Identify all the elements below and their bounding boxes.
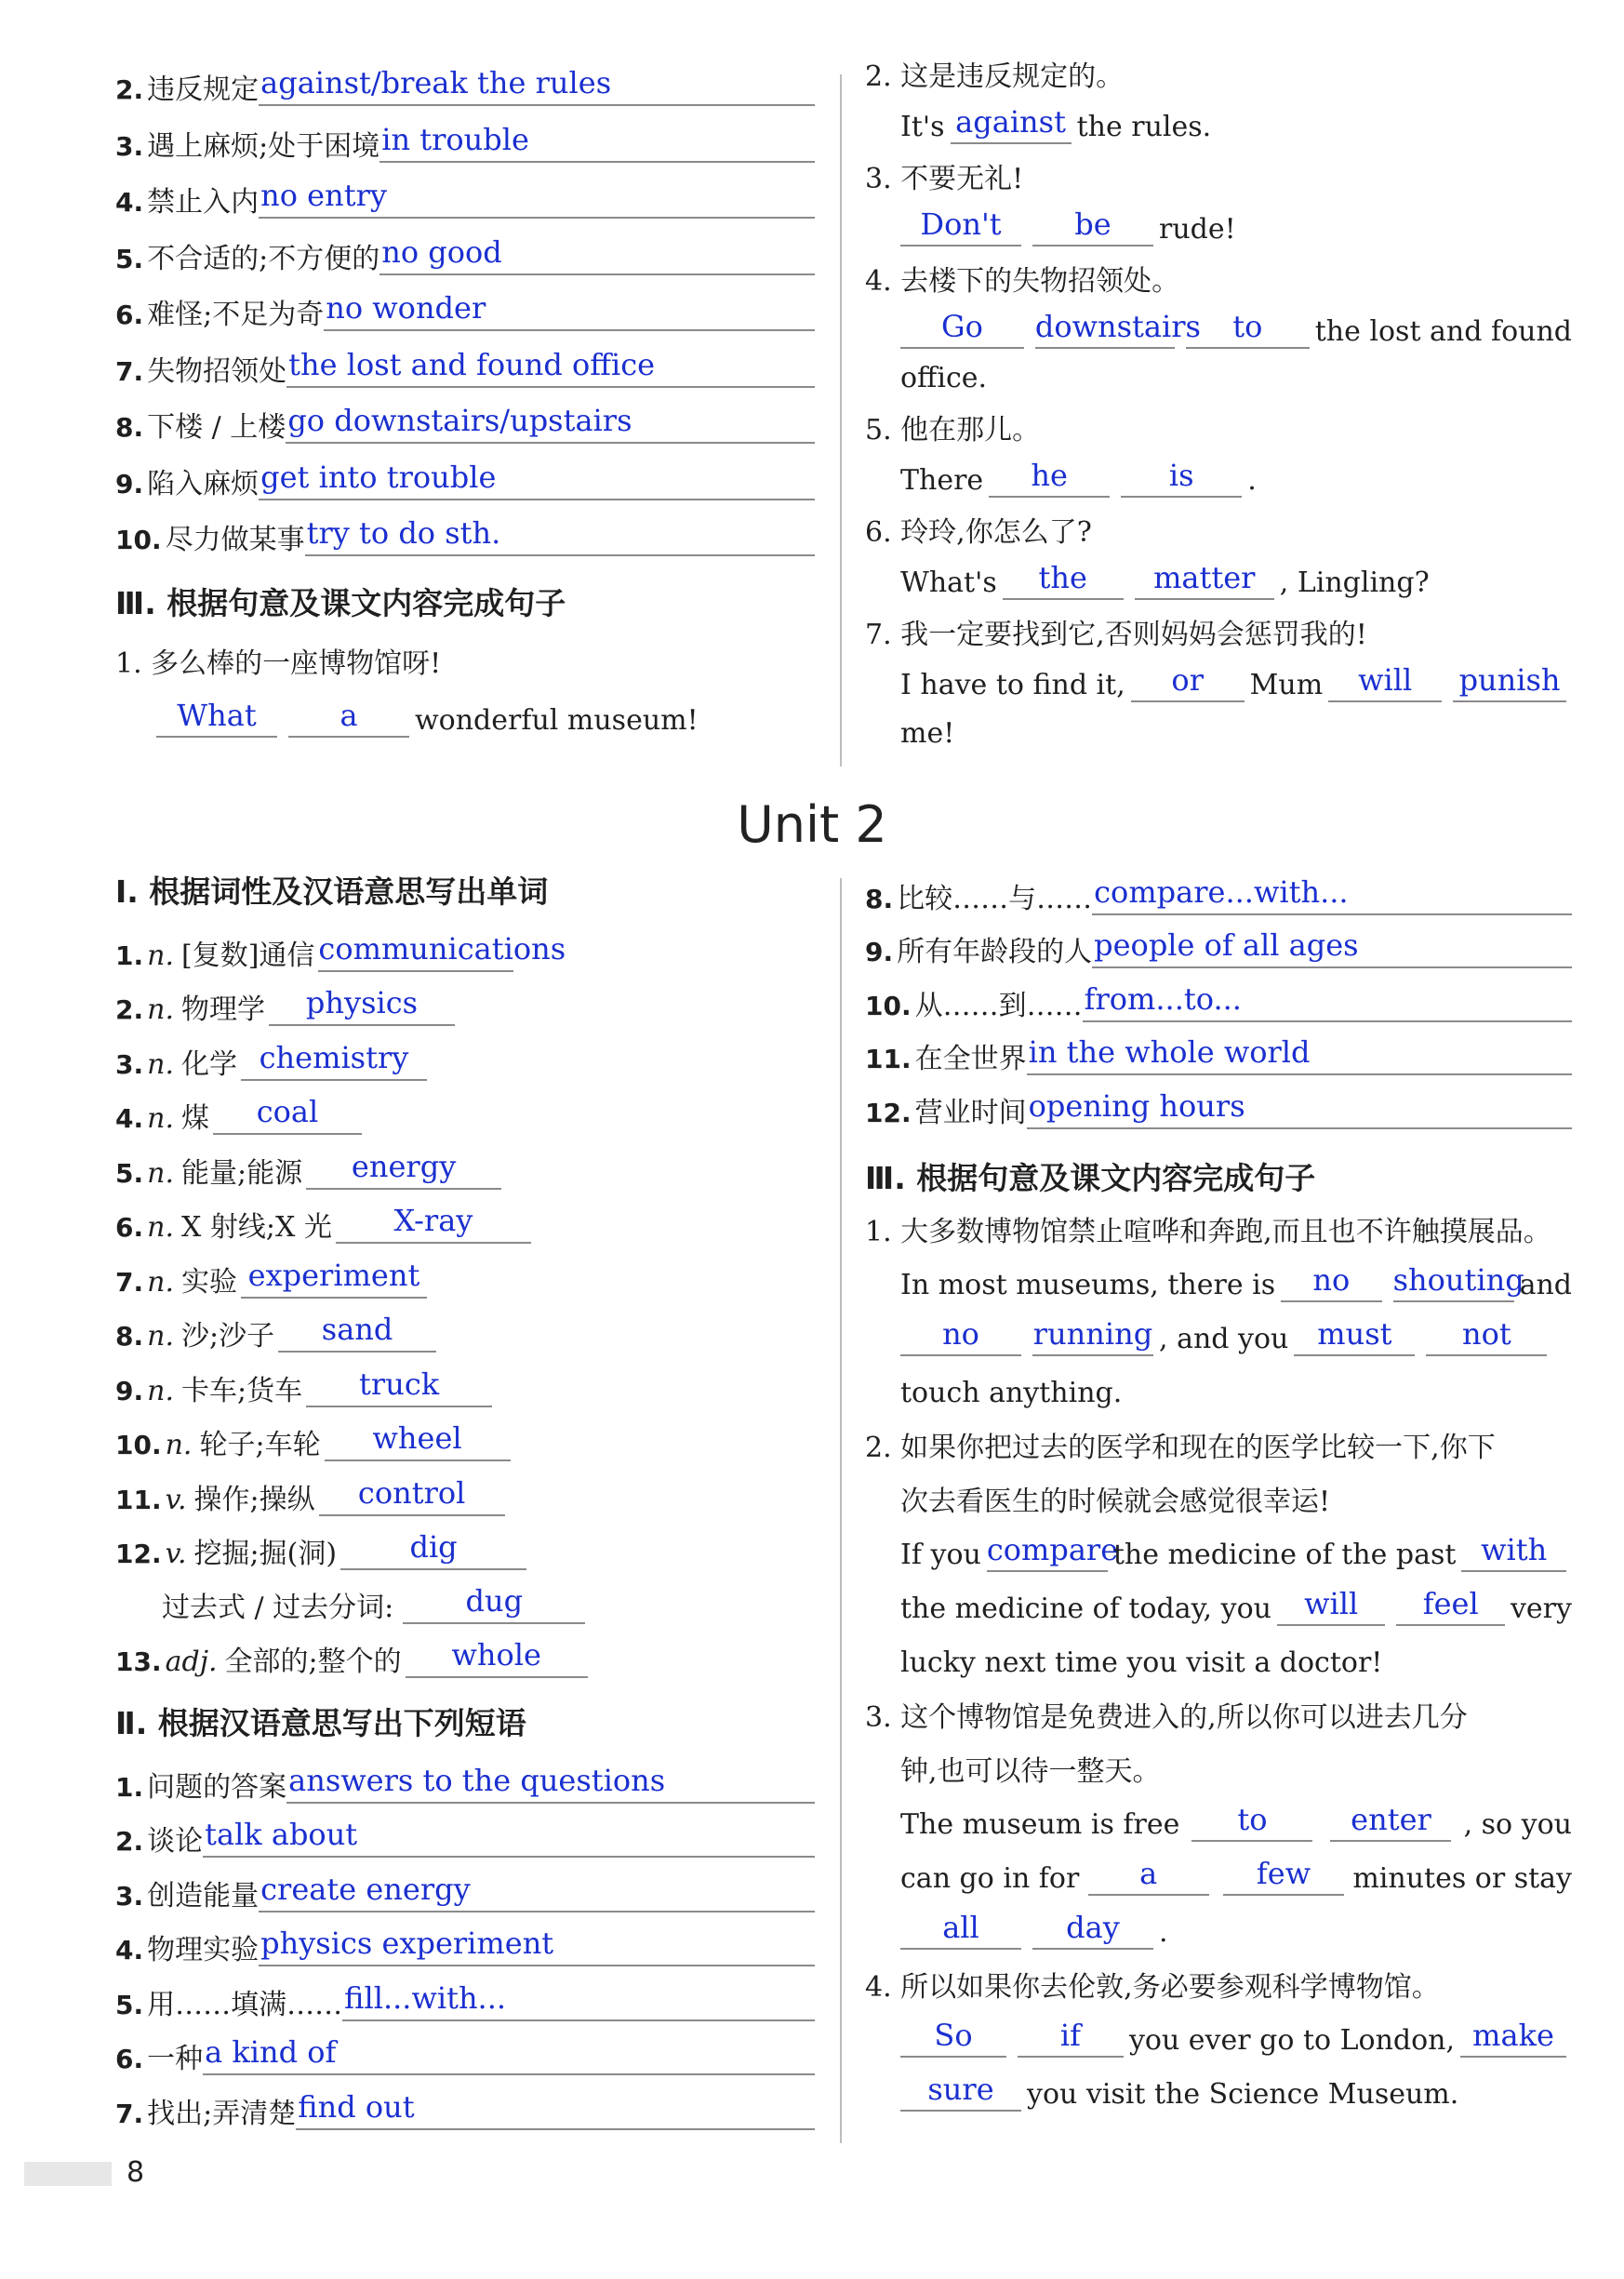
answer-blank[interactable]: to — [1186, 310, 1310, 349]
word-row — [115, 1135, 815, 1190]
question-chinese: 3. 这个博物馆是免费进入的,所以你可以进去几分 — [865, 1700, 1468, 1734]
phrase-list — [115, 1749, 815, 2130]
item-number: 1. — [115, 1771, 144, 1803]
answer-blank[interactable]: be — [1032, 207, 1153, 247]
unit-title: Unit 2 — [737, 795, 887, 854]
chinese-meaning: 在全世界 — [914, 1043, 1027, 1075]
answer-blank[interactable]: all — [900, 1911, 1021, 1950]
phrase-row — [115, 65, 815, 106]
answer-line[interactable]: answers to the questions — [286, 1765, 815, 1804]
item-number: 11. — [865, 1044, 912, 1074]
chinese-meaning: 创造能量 — [147, 1879, 260, 1912]
item-number: 2. — [115, 74, 144, 105]
chinese-meaning: 违反规定 — [147, 73, 260, 106]
chinese-meaning: 用……填满…… — [147, 1988, 343, 2021]
answer-blank[interactable]: no — [1281, 1263, 1381, 1302]
part-of-speech: adj. — [165, 1646, 218, 1678]
part-of-speech: n. — [147, 939, 174, 972]
item-number: 3. — [115, 1048, 144, 1080]
part-of-speech: v. — [165, 1538, 187, 1570]
page-number: 8 — [126, 2156, 145, 2189]
answer-blank[interactable]: downstairs — [1035, 310, 1175, 349]
answer-blank[interactable]: against — [951, 105, 1072, 144]
answer-line[interactable]: energy — [306, 1151, 501, 1190]
answer-line[interactable]: physics — [269, 987, 455, 1026]
phrase-row — [115, 219, 815, 275]
question-english — [865, 1518, 1572, 1572]
answer-line[interactable]: dig — [340, 1531, 526, 1570]
phrase-row — [115, 275, 815, 332]
word-row — [115, 1407, 815, 1462]
answer-blank[interactable]: is — [1121, 459, 1242, 498]
phrase-row — [115, 1804, 815, 1859]
answer-blank[interactable]: What — [156, 699, 277, 738]
item-number: 4. — [115, 1935, 144, 1966]
sentence-text: . — [1247, 464, 1257, 497]
phrase-row — [115, 1858, 815, 1912]
word-row — [115, 1244, 815, 1299]
answer-blank[interactable]: he — [989, 459, 1110, 498]
sentence-text: touch anything. — [900, 1376, 1123, 1409]
sentence-text: It's — [900, 111, 945, 143]
word-row — [115, 1516, 815, 1571]
past-tense-label: 过去式 / 过去分词: — [162, 1592, 394, 1624]
chinese-meaning: 能量;能源 — [180, 1156, 303, 1190]
item-number: 10. — [115, 1430, 162, 1460]
answer-blank[interactable]: make — [1460, 2019, 1566, 2058]
answer-blank[interactable]: a — [288, 699, 409, 738]
phrase-row — [115, 331, 815, 388]
question-chinese: 1. 多么棒的一座博物馆呀! — [115, 647, 442, 680]
answer-blank[interactable]: running — [1032, 1317, 1153, 1356]
answer-line[interactable]: fill...with... — [342, 1982, 815, 2021]
question-chinese: 3. 不要无礼! — [865, 163, 1024, 195]
word-row — [115, 1190, 815, 1245]
answer-blank[interactable]: to — [1191, 1803, 1312, 1842]
phrase-list — [865, 861, 1572, 1129]
part-of-speech: v. — [165, 1483, 187, 1516]
chinese-meaning: 沙;沙子 — [180, 1320, 275, 1353]
item-number: 6. — [115, 2044, 144, 2074]
item-number: 12. — [115, 1539, 162, 1569]
question-english — [865, 2004, 1572, 2058]
section-title: Ⅰ. 根据词性及汉语意思写出单词 — [115, 873, 549, 910]
sentence-text: , so you — [1463, 1807, 1572, 1841]
sentence-text: you ever go to London, — [1128, 2023, 1456, 2057]
chinese-meaning: 比较……与…… — [897, 882, 1093, 915]
item-number: 1. — [115, 940, 144, 971]
chinese-meaning: 所有年龄段的人 — [897, 936, 1093, 968]
answer-line[interactable]: find out — [296, 2091, 815, 2130]
chinese-meaning: 遇上麻烦;处于困境 — [147, 129, 380, 163]
item-number: 8. — [115, 412, 144, 443]
item-number: 6. — [115, 300, 144, 330]
sentence-text: , Lingling? — [1279, 566, 1430, 599]
answer-blank[interactable]: So — [900, 2019, 1006, 2058]
question-english — [115, 680, 815, 738]
question-chinese: 7. 我一定要找到它,否则妈妈会惩罚我的! — [865, 619, 1367, 651]
chinese-meaning: 营业时间 — [914, 1096, 1027, 1129]
answer-line[interactable]: go downstairs/upstairs — [286, 405, 815, 444]
chinese-meaning: 轮子;车轮 — [199, 1429, 321, 1461]
phrase-row — [115, 388, 815, 445]
answer-line[interactable]: compare...with... — [1092, 876, 1572, 915]
item-number: 13. — [115, 1646, 162, 1677]
question-english — [865, 1896, 1572, 1950]
sentence-text: There — [900, 464, 984, 497]
part-of-speech: n. — [147, 1102, 174, 1135]
phrase-row — [865, 1022, 1572, 1076]
answer-line[interactable]: chemistry — [241, 1042, 427, 1081]
item-number: 10. — [865, 990, 912, 1021]
phrase-row — [865, 861, 1572, 915]
answer-blank[interactable]: punish — [1453, 663, 1566, 702]
word-row — [115, 1461, 815, 1516]
word-row — [115, 1624, 815, 1678]
item-number: 9. — [865, 937, 894, 967]
past-tense-row — [115, 1570, 815, 1624]
top-left-column — [115, 65, 815, 738]
question-english — [865, 2058, 1572, 2112]
sentence-text: Mum — [1249, 669, 1324, 701]
sentence-text: me! — [900, 717, 955, 750]
word-list — [115, 917, 815, 1570]
answer-line[interactable]: no wonder — [324, 292, 815, 331]
answer-blank[interactable]: Go — [900, 310, 1024, 349]
chinese-meaning: [复数]通信 — [180, 939, 315, 972]
sentence-text: the lost and found — [1314, 315, 1572, 348]
chinese-meaning: 全部的;整个的 — [224, 1646, 402, 1678]
question-chinese: 2. 这是违反规定的。 — [865, 60, 1125, 93]
chinese-meaning: 一种 — [147, 2043, 204, 2075]
answer-line[interactable]: no good — [379, 236, 815, 275]
part-of-speech: n. — [147, 1047, 174, 1081]
answer-line[interactable]: wheel — [325, 1422, 511, 1461]
chinese-meaning: 物理实验 — [147, 1934, 260, 1966]
answer-blank[interactable]: sure — [900, 2072, 1021, 2112]
item-number: 9. — [115, 1375, 144, 1406]
phrase-list — [115, 65, 815, 556]
answer-blank[interactable]: matter — [1135, 561, 1274, 600]
chinese-meaning: 下楼 / 上楼 — [147, 411, 286, 444]
item-number: 8. — [115, 1321, 144, 1352]
chinese-meaning: 实验 — [180, 1265, 237, 1299]
item-number: 7. — [115, 1266, 144, 1298]
sentence-text: minutes or stay — [1352, 1861, 1572, 1895]
section-title: Ⅲ. 根据句意及课文内容完成句子 — [115, 585, 566, 621]
column-divider — [840, 878, 842, 2143]
chinese-meaning: 禁止入内 — [147, 186, 260, 219]
chinese-meaning: 难怪;不足为奇 — [147, 299, 325, 331]
answer-blank[interactable]: no — [900, 1317, 1021, 1356]
sentence-text: and — [1519, 1268, 1572, 1301]
question-english — [865, 446, 1572, 498]
chinese-meaning: 谈论 — [147, 1825, 204, 1858]
sentence-text: . — [1159, 1915, 1168, 1949]
question-english — [865, 1842, 1572, 1896]
sentence-text: the medicine of the past — [1112, 1538, 1457, 1571]
chinese-meaning: 失物招领处 — [147, 354, 287, 388]
answer-line[interactable]: in trouble — [379, 124, 815, 163]
chinese-meaning: X 射线;X 光 — [180, 1211, 332, 1244]
chinese-meaning: 操作;操纵 — [193, 1483, 315, 1516]
question-english — [865, 549, 1572, 600]
answer-blank[interactable]: day — [1032, 1911, 1153, 1950]
bottom-left-column — [115, 874, 815, 2130]
item-number: 5. — [115, 243, 144, 274]
question-chinese: 6. 玲玲,你怎么了? — [865, 516, 1092, 549]
section-title: Ⅱ. 根据汉语意思写出下列短语 — [115, 1705, 526, 1741]
sentence-text: If you — [900, 1538, 981, 1571]
question-chinese: 1. 大多数博物馆禁止喧哗和奔跑,而且也不许触摸展品。 — [865, 1215, 1551, 1248]
question-english — [865, 1572, 1572, 1626]
answer-line[interactable]: physics experiment — [259, 1927, 815, 1966]
question-english — [865, 1356, 1572, 1410]
phrase-row — [115, 163, 815, 220]
answer-blank[interactable]: compare — [987, 1533, 1108, 1572]
chinese-meaning: 挖掘;掘(洞) — [193, 1538, 338, 1570]
chinese-meaning: 尽力做某事 — [165, 524, 305, 556]
question-chinese: 次去看医生的时候就会感觉很幸运! — [900, 1485, 1331, 1518]
answer-line[interactable]: X-ray — [336, 1205, 531, 1244]
answer-blank[interactable]: enter — [1330, 1803, 1451, 1842]
item-number: 3. — [115, 1880, 144, 1912]
answer-line[interactable]: get into trouble — [259, 461, 815, 500]
phrase-row — [115, 1912, 815, 1967]
item-number: 7. — [115, 2098, 144, 2129]
word-row — [115, 1299, 815, 1353]
phrase-row — [115, 2021, 815, 2076]
answer-line[interactable]: coal — [213, 1096, 362, 1135]
sentence-text: What's — [900, 566, 997, 599]
item-number: 7. — [115, 355, 144, 387]
answer-line[interactable]: talk about — [203, 1819, 815, 1858]
answer-blank[interactable]: will — [1277, 1587, 1386, 1626]
answer-line[interactable]: no entry — [259, 180, 815, 219]
part-of-speech: n. — [165, 1429, 193, 1461]
item-number: 4. — [115, 187, 144, 218]
chinese-meaning: 不合适的;不方便的 — [147, 242, 380, 275]
footer-decoration — [24, 2162, 112, 2186]
part-of-speech: n. — [147, 1265, 174, 1299]
answer-line[interactable]: create energy — [259, 1873, 815, 1912]
answer-line[interactable]: from...to... — [1083, 983, 1572, 1022]
answer-blank[interactable]: not — [1426, 1317, 1547, 1356]
answer-line[interactable]: people of all ages — [1092, 929, 1572, 968]
chinese-meaning: 物理学 — [180, 993, 265, 1026]
phrase-row — [115, 2075, 815, 2130]
answer-line[interactable]: communications — [318, 933, 513, 972]
item-number: 10. — [115, 525, 162, 555]
item-number: 5. — [115, 1157, 144, 1189]
sentence-text: wonderful museum! — [415, 704, 699, 737]
answer-line[interactable]: dug — [403, 1585, 585, 1624]
item-number: 12. — [865, 1097, 912, 1128]
column-divider — [840, 74, 842, 766]
chinese-meaning: 卡车;货车 — [180, 1374, 303, 1407]
phrase-row — [865, 915, 1572, 969]
item-number: 3. — [115, 130, 144, 162]
phrase-row — [865, 1075, 1572, 1129]
question-english — [865, 702, 1572, 751]
answer-blank[interactable]: feel — [1396, 1587, 1505, 1626]
word-row — [115, 972, 815, 1027]
answer-blank[interactable]: if — [1018, 2019, 1124, 2058]
chinese-meaning: 陷入麻烦 — [147, 467, 260, 500]
top-right-column — [865, 60, 1572, 751]
question-english — [865, 1788, 1572, 1842]
word-row — [115, 1353, 815, 1407]
answer-blank[interactable]: a — [1088, 1857, 1209, 1896]
answer-line[interactable]: experiment — [241, 1259, 427, 1299]
answer-blank[interactable]: with — [1461, 1533, 1566, 1572]
question-english — [865, 349, 1572, 395]
bottom-right-column — [865, 874, 1572, 2112]
answer-blank[interactable]: shouting — [1393, 1263, 1514, 1302]
sentence-text: you visit the Science Museum. — [1027, 2077, 1459, 2111]
sentence-text: I have to find it, — [900, 669, 1125, 701]
item-number: 2. — [115, 1826, 144, 1857]
phrase-row — [115, 1749, 815, 1804]
item-number: 9. — [115, 468, 144, 500]
sentence-text: can go in for — [900, 1861, 1080, 1895]
question-english — [865, 1248, 1572, 1302]
answer-line[interactable]: try to do sth. — [305, 517, 815, 556]
section-title: Ⅲ. 根据句意及课文内容完成句子 — [865, 1159, 1316, 1196]
word-row — [115, 1081, 815, 1136]
question-english — [865, 1302, 1572, 1356]
sentence-text: very — [1510, 1592, 1572, 1625]
answer-blank[interactable]: or — [1131, 663, 1245, 702]
sentence-text: lucky next time you visit a doctor! — [900, 1646, 1383, 1679]
answer-line[interactable]: against/break the rules — [259, 67, 815, 106]
word-row — [115, 917, 815, 972]
answer-blank[interactable]: Don't — [900, 207, 1021, 247]
question-chinese: 5. 他在那儿。 — [865, 414, 1041, 446]
answer-line[interactable]: the lost and found office — [286, 349, 815, 388]
phrase-row — [115, 500, 815, 557]
part-of-speech: n. — [147, 1320, 174, 1353]
chinese-meaning: 化学 — [180, 1047, 237, 1081]
sentence-text: office. — [900, 362, 988, 394]
sentence-text: , and you — [1159, 1322, 1289, 1355]
sentence-text: The museum is free — [900, 1807, 1180, 1841]
chinese-meaning: 找出;弄清楚 — [147, 2097, 297, 2130]
phrase-row — [115, 1966, 815, 2021]
answer-line[interactable]: sand — [278, 1313, 436, 1353]
chinese-meaning: 问题的答案 — [147, 1770, 287, 1804]
question-english — [865, 195, 1572, 247]
part-of-speech: n. — [147, 993, 174, 1026]
question-chinese: 4. 所以如果你去伦敦,务必要参观科学博物馆。 — [865, 1970, 1440, 2004]
phrase-row — [115, 106, 815, 163]
sentence-text: rude! — [1159, 213, 1236, 246]
answer-line[interactable]: whole — [406, 1639, 588, 1678]
answer-line[interactable]: control — [319, 1477, 505, 1516]
answer-line[interactable]: opening hours — [1027, 1090, 1572, 1129]
sentence-text: the rules. — [1076, 111, 1212, 143]
chinese-meaning: 从……到…… — [914, 989, 1083, 1022]
answer-line[interactable]: truck — [306, 1368, 492, 1407]
word-row — [115, 1026, 815, 1081]
sentence-text: In most museums, there is — [900, 1268, 1276, 1301]
chinese-meaning: 煤 — [180, 1102, 209, 1135]
part-of-speech: n. — [147, 1156, 174, 1190]
phrase-row — [115, 444, 815, 500]
item-number: 11. — [115, 1484, 162, 1515]
answer-blank[interactable]: will — [1328, 663, 1442, 702]
answer-line[interactable]: a kind of — [203, 2036, 815, 2075]
item-number: 2. — [115, 994, 144, 1025]
question-chinese: 2. 如果你把过去的医学和现在的医学比较一下,你下 — [865, 1431, 1496, 1464]
answer-line[interactable]: in the whole world — [1027, 1036, 1572, 1075]
item-number: 5. — [115, 1989, 144, 2020]
item-number: 6. — [115, 1212, 144, 1243]
item-number: 8. — [865, 883, 894, 914]
question-english — [865, 1626, 1572, 1680]
phrase-row — [865, 968, 1572, 1022]
question-chinese: 钟,也可以待一整天。 — [900, 1754, 1161, 1788]
answer-blank[interactable]: few — [1223, 1857, 1344, 1896]
part-of-speech: n. — [147, 1211, 174, 1244]
answer-blank[interactable]: the — [1003, 561, 1124, 600]
sentence-text: the medicine of today, you — [900, 1592, 1271, 1625]
question-chinese: 4. 去楼下的失物招领处。 — [865, 265, 1180, 298]
part-of-speech: n. — [147, 1374, 174, 1407]
question-english — [865, 93, 1572, 144]
item-number: 4. — [115, 1103, 144, 1134]
answer-blank[interactable]: must — [1294, 1317, 1415, 1356]
question-english — [865, 298, 1572, 349]
question-english — [865, 651, 1572, 702]
